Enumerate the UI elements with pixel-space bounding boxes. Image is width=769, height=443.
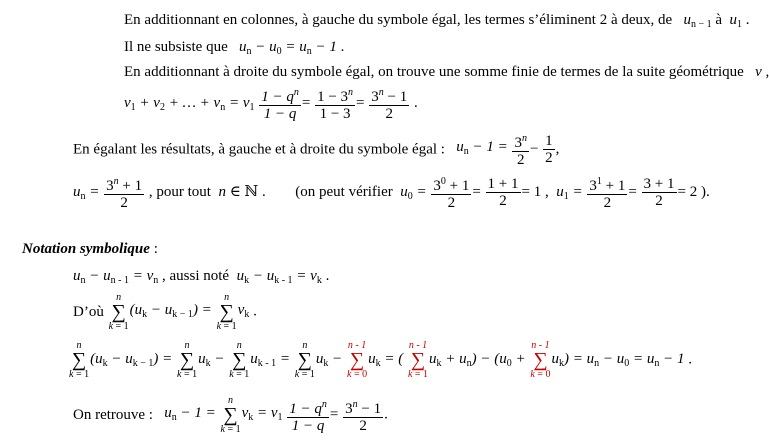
line-8-text: , aussi noté xyxy=(162,268,230,284)
formula-geometric-sum: $v_1 + v_2$ + … + $v_n = v_1$ $\frac{1 - q^n}{1 - q}$ = $\frac{1 - 3^n}{1 - 3}$ = $\frac{3^n - 1}{2}$ . xyxy=(124,87,418,122)
line-3: En additionnant à droite du symbole égal, on trouve une somme finie de termes de la suite géométrique v , xyxy=(124,64,769,80)
u-n-minus-1: $u_{n - 1}$ xyxy=(675,12,712,30)
notation-title: Notation symbolique xyxy=(22,241,150,257)
line-3-text: En additionnant à droite du symbole égal, on trouve une somme finie de termes de la suite géométrique xyxy=(124,64,744,80)
line-1-text: En additionnant en colonnes, à gauche du symbole égal, les termes s’éliminent 2 à deux, de xyxy=(124,12,673,28)
line-6: $u_n$ = $\frac{3^n + 1}{2}$ , pour tout n ∈ ℕ . (on peut vérifier $u_0$ = $\frac{3^0 + 1}{2}$ = $\frac{1 + 1}{2}$ = 1 , $u_1$ = $\frac{3^1 + 1}{2}$ = $\frac{3 + 1}{2}$ = 2 ). xyxy=(73,176,710,211)
formula-telescoping: n ∑ k = 1 $(u_k - u_{k - 1})$ = n ∑ k = 1 $u_k$ − n ∑ k = 1 $u_{k - 1}$ = n ∑ k = 1 $u_k$ − n - 1 ∑ k = 0 $u_k$ = ( n - 1 ∑ k = 1 $u_k + u_n) - (u_0$ + n - 1 ∑ k = 0 $u_k) = u_n - u_0 = u_n - 1$ . xyxy=(69,340,693,380)
line-8: $u_n - u_{n - 1} = v_n$ , aussi noté $u_k - u_{k - 1} = v_k$ . xyxy=(73,268,330,286)
line-5: En égalant les résultats, à gauche et à droite du symbole égal : $u_n - 1$ = $\frac{3^n}{2}$ − $\frac{1}{2}$ , xyxy=(73,133,560,168)
line-11-text: On retrouve : xyxy=(73,407,153,423)
line-11: On retrouve : $u_n - 1$ = n ∑ k = 1 $v_k = v_1$ $\frac{1 - q^n}{1 - q}$ = $\frac{3^n - 1}{2}$ . xyxy=(73,395,388,435)
notation-colon: : xyxy=(149,241,158,257)
line-6-text-a: , pour tout xyxy=(148,183,211,200)
line-1-word: à xyxy=(715,12,722,28)
line-5-text: En égalant les résultats, à gauche et à droite du symbole égal : xyxy=(73,141,445,158)
line-6-text-c: ). xyxy=(700,183,710,200)
line-2: Il ne subsiste que $u_n - u_0 = u_n - 1$ . xyxy=(124,39,345,57)
notation-heading xyxy=(22,240,158,258)
line-1: En additionnant en colonnes, à gauche du symbole égal, les termes s’éliminent 2 à deux, de $u_{n - 1}$ à $u_1$ . xyxy=(124,12,750,30)
line-9: D’où n ∑ k = 1 $(u_k - u_{k - 1})$ = n ∑ k = 1 $v_k$ . xyxy=(73,292,257,332)
v-symbol: v xyxy=(747,64,762,80)
line-9-text: D’où xyxy=(73,304,104,320)
formula-un-u0: $u_n - u_0 = u_n - 1$ xyxy=(231,39,337,57)
line-2-text: Il ne subsiste que xyxy=(124,39,228,55)
u-1: $u_1$ xyxy=(725,12,742,30)
line-6-text-b: (on peut vérifier xyxy=(295,183,393,200)
